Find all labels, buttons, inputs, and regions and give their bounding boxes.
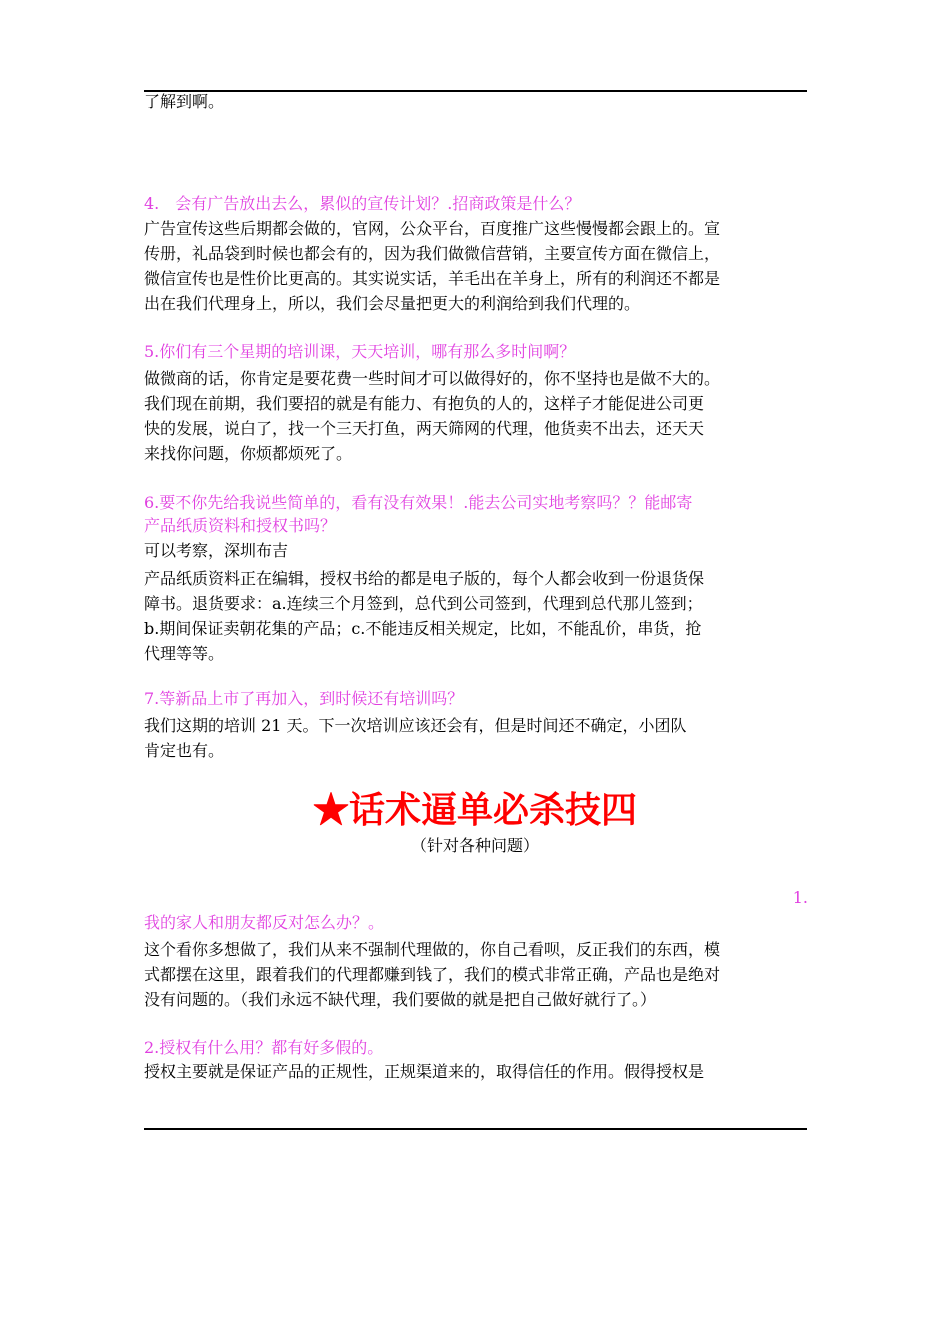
answer-line: 可以考察，深圳布吉: [144, 541, 289, 560]
answer-line: 来找你问题，你烦都烦死了。: [144, 444, 353, 463]
question-line: 4. 会有广告放出去么，累似的宣传计划？.招商政策是什么？: [144, 194, 581, 213]
answer-line: 这个看你多想做了，我们从来不强制代理做的，你自己看呗，反正我们的东西，模: [144, 940, 721, 959]
answer-line: 没有问题的。（我们永远不缺代理，我们要做的就是把自己做好就行了。）: [144, 990, 657, 1009]
answer-line: b.期间保证卖朝花集的产品；c.不能违反相关规定，比如，不能乱价，串货，抢: [144, 619, 702, 638]
question-line: 5.你们有三个星期的培训课，天天培训，哪有那么多时间啊？: [144, 342, 576, 361]
question-line: 7.等新品上市了再加入，到时候还有培训吗？: [144, 689, 464, 708]
answer-line: 广告宣传这些后期都会做的，官网，公众平台，百度推广这些慢慢都会跟上的。宣: [144, 219, 721, 238]
question-line: 我的家人和朋友都反对怎么办？。: [144, 913, 385, 932]
answer-line: 我们现在前期，我们要招的就是有能力、有抱负的人的，这样子才能促进公司更: [144, 394, 705, 413]
answer-line: 微信宣传也是性价比更高的。其实说实话，羊毛出在羊身上，所有的利润还不都是: [144, 269, 721, 288]
answer-line: 我们这期的培训 21 天。下一次培训应该还会有，但是时间还不确定，小团队: [144, 716, 687, 735]
question-number-1: 1.: [792, 888, 808, 907]
section-subtitle: （针对各种问题）: [410, 836, 539, 855]
question-line: 产品纸质资料和授权书吗？: [144, 516, 337, 535]
question-line: 2.授权有什么用？都有好多假的。: [144, 1038, 384, 1057]
answer-line: 了解到啊。: [144, 92, 225, 111]
answer-line: 式都摆在这里，跟着我们的代理都赚到钱了，我们的模式非常正确，产品也是绝对: [144, 965, 721, 984]
answer-line: 快的发展，说白了，找一个三天打鱼，两天筛网的代理，他货卖不出去，还天天: [144, 419, 705, 438]
answer-line: 肯定也有。: [144, 741, 225, 760]
answer-line: 产品纸质资料正在编辑，授权书给的都是电子版的，每个人都会收到一份退货保: [144, 569, 705, 588]
answer-line: 代理等等。: [144, 644, 225, 663]
bottom-rule: [144, 1128, 807, 1130]
answer-line: 做微商的话，你肯定是要花费一些时间才可以做得好的，你不坚持也是做不大的。: [144, 369, 721, 388]
answer-line: 授权主要就是保证产品的正规性，正规渠道来的，取得信任的作用。假得授权是: [144, 1062, 705, 1081]
answer-line: 传册，礼品袋到时候也都会有的，因为我们做微信营销，主要宣传方面在微信上，: [144, 244, 721, 263]
question-line: 6.要不你先给我说些简单的，看有没有效果！.能去公司实地考察吗？？能邮寄: [144, 493, 693, 512]
section-title: ★话术逼单必杀技四: [312, 789, 637, 831]
answer-line: 出在我们代理身上，所以，我们会尽量把更大的利润给到我们代理的。: [144, 294, 641, 313]
answer-line: 障书。退货要求：a.连续三个月签到，总代到公司签到，代理到总代那儿签到；: [144, 594, 703, 613]
